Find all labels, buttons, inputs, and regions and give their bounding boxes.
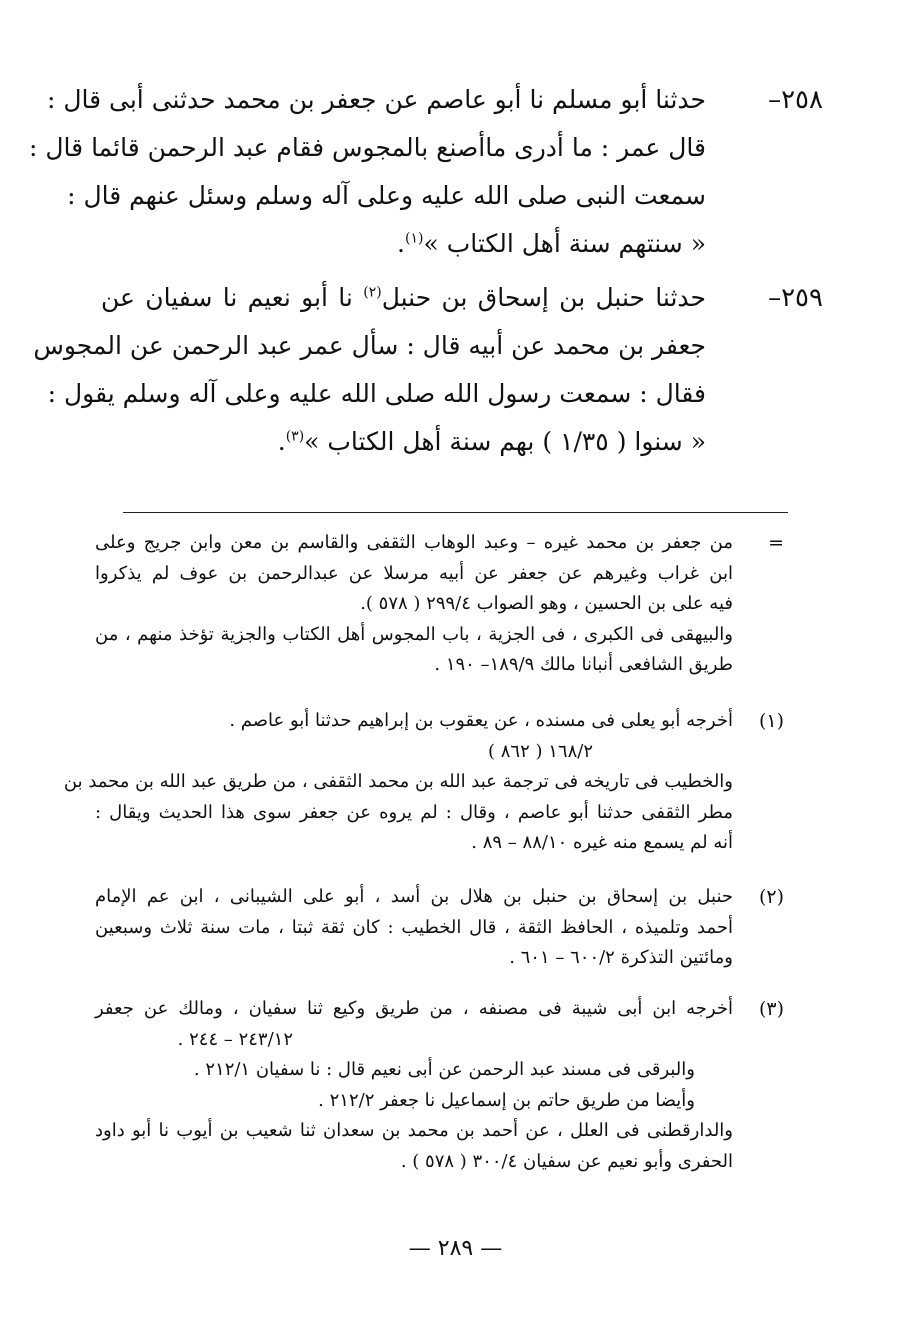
footnote-line: ابن غراب وغيرهم عن جعفر عن أبيه مرسلا عن عبدالرحمن بن عوف لم يذكروا xyxy=(95,562,733,584)
chain-text: نا أبو نعيم نا سفيان عن xyxy=(101,283,364,312)
hadith-text xyxy=(29,76,706,268)
hadith-number: ٢٥٨– xyxy=(768,85,823,115)
footnote-line: والبرقى فى مسند عبد الرحمن عن أبى نعيم قال : نا سفيان ٢١٢/١ . xyxy=(193,1059,695,1080)
hadith-number: ٢٥٩– xyxy=(768,283,823,313)
footnote-line: أحمد وتلميذه ، الحافظ الثقة ، قال الخطيب : كان ثقة ثبتا ، مات سنة ثلاث وسبعين xyxy=(95,916,733,938)
footnote-line: ٢٤٣/١٢ – ٢٤٤ . xyxy=(177,1028,293,1050)
continuation-mark: = xyxy=(768,532,784,554)
footnote-lines xyxy=(95,994,733,1177)
footnote-line: والبيهقى فى الكبرى ، فى الجزية ، باب المجوس أهل الكتاب والجزية تؤخذ منهم ، من xyxy=(95,623,733,645)
text-line: حدثنا أبو مسلم نا أبو عاصم عن جعفر بن محمد حدثنى أبى قال : xyxy=(46,85,706,114)
footnote-line: مطر الثقفى حدثنا أبو عاصم ، وقال : لم يروه عن جعفر سوى هذا الحديث ويقال : xyxy=(95,801,733,823)
footnote-line: من جعفر بن محمد غيره – وعبد الوهاب الثقفى والقاسم بن معن وابن جريج وعلى xyxy=(95,532,733,553)
footnote-ref: (٢) xyxy=(363,284,382,301)
footnote-mark: (٣) xyxy=(758,998,784,1020)
period: . xyxy=(277,427,286,456)
text-line xyxy=(101,274,706,322)
text-line xyxy=(101,220,706,268)
footnote-lines xyxy=(95,528,733,681)
text-line: جعفر بن محمد عن أبيه قال : سأل عمر عبد الرحمن عن المجوس xyxy=(33,331,706,360)
footnote-line: أخرجه ابن أبى شيبة فى مصنفه ، من طريق وكيع ثنا سفيان ، ومالك عن جعفر xyxy=(95,998,733,1019)
footnote-divider xyxy=(123,512,788,513)
footnote-line: والدارقطنى فى العلل ، عن أحمد بن محمد بن سعدان ثنا شعيب بن أيوب نا أبو داود xyxy=(95,1120,733,1141)
footnote-mark: (١) xyxy=(758,710,784,732)
footnote-mark: (٢) xyxy=(758,886,784,908)
period: . xyxy=(397,229,405,258)
footnote-line: والخطيب فى تاريخه فى ترجمة عبد الله بن محمد الثقفى ، من طريق عبد الله بن محمد بن xyxy=(63,771,733,792)
text-line xyxy=(101,418,706,466)
footnote-line: أنه لم يسمع منه غيره ٨٨/١٠ – ٨٩ . xyxy=(471,832,733,853)
page-number: — ٢٨٩ — xyxy=(408,1236,503,1261)
text-line: فقال : سمعت رسول الله صلى الله عليه وعلى آله وسلم يقول : xyxy=(47,379,706,408)
footnote-lines xyxy=(95,882,733,974)
footnote-line: ومائتين التذكرة ٦٠٠/٢ – ٦٠١ . xyxy=(509,947,733,968)
hadith-text xyxy=(33,274,707,466)
footnote-line: طريق الشافعى أنبانا مالك ١٨٩/٩– ١٩٠ . xyxy=(434,654,733,675)
footnote-line: ١٦٨/٢ ( ٨٦٢ ) xyxy=(488,740,593,762)
footnote-ref: (١) xyxy=(404,230,424,247)
footnote-line: الحفرى وأبو نعيم عن سفيان ٣٠٠/٤ ( ٥٧٨ ) . xyxy=(400,1150,733,1172)
text-line: قال عمر : ما أدرى ماأصنع بالمجوس فقام عبد الرحمن قائما قال : xyxy=(29,133,706,162)
footnote-lines xyxy=(63,706,733,859)
narrator-text: حدثنا حنبل بن إسحاق بن حنبل xyxy=(381,283,707,312)
footnote-line: أخرجه أبو يعلى فى مسنده ، عن يعقوب بن إبراهيم حدثنا أبو عاصم . xyxy=(229,710,733,731)
footnote-ref: (٣) xyxy=(285,428,305,445)
quote-text: « سنتهم سنة أهل الكتاب » xyxy=(423,229,706,258)
footnote-line: فيه على بن الحسين ، وهو الصواب ٢٩٩/٤ ( ٥٧٨ ). xyxy=(360,593,733,614)
footnote-line: حنبل بن إسحاق بن حنبل بن هلال بن أسد ، أبو على الشيبانى ، ابن عم الإمام xyxy=(95,886,733,907)
text-line: سمعت النبى صلى الله عليه وعلى آله وسلم وسئل عنهم قال : xyxy=(67,181,706,210)
quote-text: « سنوا ( ١/٣٥ ) بهم سنة أهل الكتاب » xyxy=(304,427,706,456)
footnote-line: وأيضا من طريق حاتم بن إسماعيل نا جعفر ٢١٢/٢ . xyxy=(318,1089,695,1111)
